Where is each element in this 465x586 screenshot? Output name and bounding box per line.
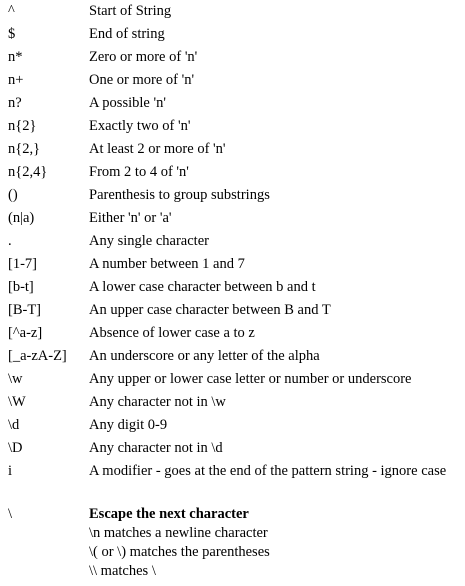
row-symbol: \W (8, 394, 26, 410)
row-description: Absence of lower case a to z (89, 325, 255, 341)
row-description: End of string (89, 26, 165, 42)
row-description: Any character not in \w (89, 394, 226, 410)
row-description: Exactly two of 'n' (89, 118, 191, 134)
row-description: Parenthesis to group substrings (89, 187, 270, 203)
table-row (0, 207, 465, 230)
row-symbol: n* (8, 49, 23, 65)
row-description: An upper case character between B and T (89, 302, 331, 318)
table-row (0, 0, 465, 23)
table-row (0, 414, 465, 437)
row-symbol: () (8, 187, 18, 203)
row-symbol: i (8, 463, 13, 479)
row-description: Start of String (89, 3, 172, 19)
escape-example-line: \( or \) matches the parentheses (89, 544, 270, 560)
row-description: At least 2 or more of 'n' (89, 141, 226, 157)
table-row (0, 138, 465, 161)
row-symbol: \D (8, 440, 23, 456)
row-description: Either 'n' or 'a' (89, 210, 172, 226)
row-description: Any single character (89, 233, 209, 249)
escape-example-line: \n matches a newline character (89, 525, 268, 541)
row-description: An underscore or any letter of the alpha (89, 348, 320, 364)
row-symbol: . (8, 233, 12, 249)
row-symbol: [B-T] (8, 302, 42, 318)
row-description: From 2 to 4 of 'n' (89, 164, 189, 180)
row-symbol: n{2} (8, 118, 37, 134)
table-row (0, 368, 465, 391)
row-description: One or more of 'n' (89, 72, 195, 88)
row-symbol: n? (8, 95, 22, 111)
row-description: A lower case character between b and t (89, 279, 316, 295)
row-description: Any upper or lower case letter or number or underscore (89, 371, 412, 387)
row-symbol: n{2,4} (8, 164, 48, 180)
row-description: A number between 1 and 7 (89, 256, 245, 272)
row-symbol: n+ (8, 72, 24, 88)
row-description: A modifier - goes at the end of the pattern string - ignore case (89, 463, 447, 479)
row-symbol: [^a-z] (8, 325, 43, 341)
row-symbol: ^ (8, 3, 15, 19)
row-symbol: [b-t] (8, 279, 34, 295)
escape-symbol: \ (8, 506, 13, 522)
escape-header (0, 504, 465, 524)
table-row (0, 437, 465, 460)
table-row (0, 161, 465, 184)
row-symbol: $ (8, 26, 16, 42)
table-row (0, 184, 465, 207)
row-description: Any digit 0-9 (89, 417, 168, 433)
row-symbol: (n|a) (8, 210, 35, 226)
row-symbol: [1-7] (8, 256, 37, 272)
escape-section (0, 504, 465, 581)
table-row (0, 322, 465, 345)
table-row (0, 460, 465, 483)
row-description: Zero or more of 'n' (89, 49, 198, 65)
table-row (0, 299, 465, 322)
row-description: A possible 'n' (89, 95, 166, 111)
row-symbol: \w (8, 371, 23, 387)
escape-title: Escape the next character (89, 506, 249, 522)
table-row (0, 230, 465, 253)
table-row (0, 92, 465, 115)
row-symbol: n{2,} (8, 141, 41, 157)
table-row (0, 253, 465, 276)
escape-example-line: \\ matches \ (89, 563, 156, 579)
row-description: Any character not in \d (89, 440, 223, 456)
table-row (0, 46, 465, 69)
table-row (0, 69, 465, 92)
table-row (0, 115, 465, 138)
row-symbol: \d (8, 417, 20, 433)
row-symbol: [_a-zA-Z] (8, 348, 67, 364)
table-row (0, 23, 465, 46)
table-row (0, 391, 465, 414)
table-row (0, 345, 465, 368)
table-row (0, 276, 465, 299)
